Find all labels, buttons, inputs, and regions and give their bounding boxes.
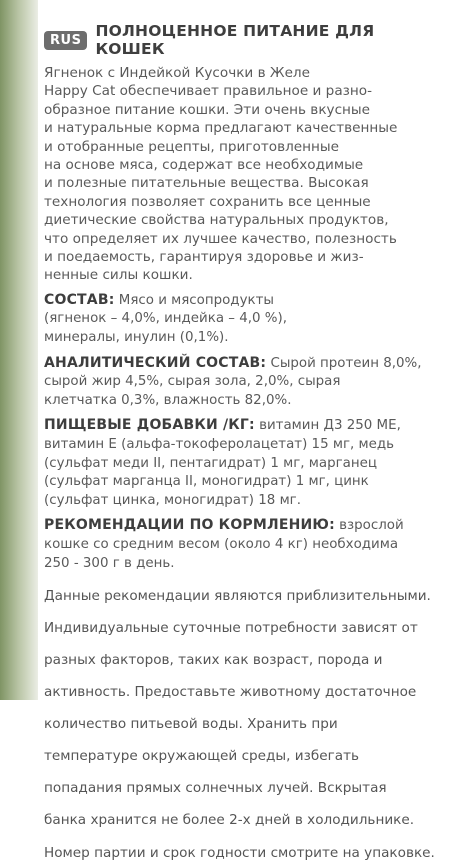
composition-line [44, 291, 446, 311]
reco-line: температуре окружающей среды, избегать [44, 748, 360, 765]
analytical-label: АНАЛИТИЧЕСКИЙ СОСТАВ: [44, 354, 267, 371]
analytical-text: Сырой протеин 8,0%, [266, 355, 422, 371]
intro-line: и отобранные рецепты, приготовленные [44, 138, 340, 155]
intro-line: на основе мяса, содержат все необходимые [44, 157, 364, 174]
additives-line: (сульфат цинка, моногидрат) 18 мг. [44, 492, 301, 508]
feeding-label: РЕКОМЕНДАЦИИ ПО КОРМЛЕНИЮ: [44, 517, 335, 534]
reco-line: Индивидуальные суточные потребности зависят от [44, 619, 418, 636]
intro-line: образное питание кошки. Эти очень вкусные [44, 101, 371, 118]
language-badge: RUS [44, 31, 87, 50]
feeding-line: кошке со средним весом (около 4 кг) необходима [44, 537, 399, 552]
intro-line: и поедаемость, гарантируя здоровье и жиз- [44, 249, 364, 266]
page-title: ПОЛНОЦЕННОЕ ПИТАНИЕ ДЛЯ КОШЕК [95, 22, 375, 58]
analytical-section [44, 354, 446, 411]
feeding-line: 250 - 300 г в день. [44, 555, 175, 571]
intro-line: Ягненок с Индейкой Кусочки в Желе [44, 65, 310, 81]
recommendations-paragraph [44, 587, 446, 862]
reco-line: банка хранится не более 2-х дней в холодильнике. [44, 812, 415, 829]
reco-line: активность. Предоставьте животному достаточное [44, 684, 417, 701]
additives-line: (сульфат меди II, пентагидрат) 1 мг, марганец [44, 455, 377, 471]
reco-line: разных факторов, таких как возраст, порода и [44, 651, 383, 668]
analytical-line: сырой жир 4,5%, сырая зола, 2,0%, сырая [44, 374, 341, 390]
additives-line [44, 416, 446, 436]
header [44, 22, 446, 58]
composition-label: СОСТАВ: [44, 291, 115, 308]
analytical-line: клетчатка 0,3%, влажность 82,0%. [44, 392, 292, 408]
text-panel [38, 0, 456, 861]
intro-line: Happy Cat обеспечивает правильное и разно- [44, 83, 372, 100]
additives-text: витамин Д3 250 МЕ, [254, 418, 401, 434]
intro-line: диетические свойства натуральных продуктов, [44, 212, 389, 229]
reco-line: количество питьевой воды. Хранить при [44, 716, 338, 733]
reco-line: Номер партии и срок годности смотрите на упаковке. [44, 844, 435, 861]
feeding-text: взрослой [334, 518, 404, 534]
additives-line: (сульфат марганца II, моногидрат) 1 мг, цинк [44, 474, 369, 490]
feeding-section [44, 516, 446, 573]
composition-text: Мясо и мясопродукты [114, 292, 274, 308]
additives-label: ПИЩЕВЫЕ ДОБАВКИ /КГ: [44, 417, 255, 434]
intro-line: что определяет их лучшее качество, полезность [44, 230, 397, 247]
composition-line: (ягненок – 4,0%, индейка – 4,0 %), [44, 311, 287, 327]
intro-paragraph [44, 64, 446, 285]
composition-section [44, 291, 446, 348]
additives-line: витамин Е (альфа-токоферолацетат) 15 мг, медь [44, 437, 394, 453]
analytical-line [44, 354, 446, 374]
reco-line: попадания прямых солнечных лучей. Вскрытая [44, 780, 387, 797]
intro-line: и полезные питательные вещества. Высокая [44, 175, 369, 192]
reco-line: Данные рекомендации являются приблизительными. [44, 587, 431, 604]
feeding-line [44, 516, 446, 536]
composition-line: минералы, инулин (0,1%). [44, 330, 229, 346]
intro-line: ненные силы кошки. [44, 267, 193, 284]
intro-line: технология позволяет сохранить все ценные [44, 193, 371, 210]
intro-line: и натуральные корма предлагают качественные [44, 120, 398, 137]
additives-section [44, 416, 446, 510]
